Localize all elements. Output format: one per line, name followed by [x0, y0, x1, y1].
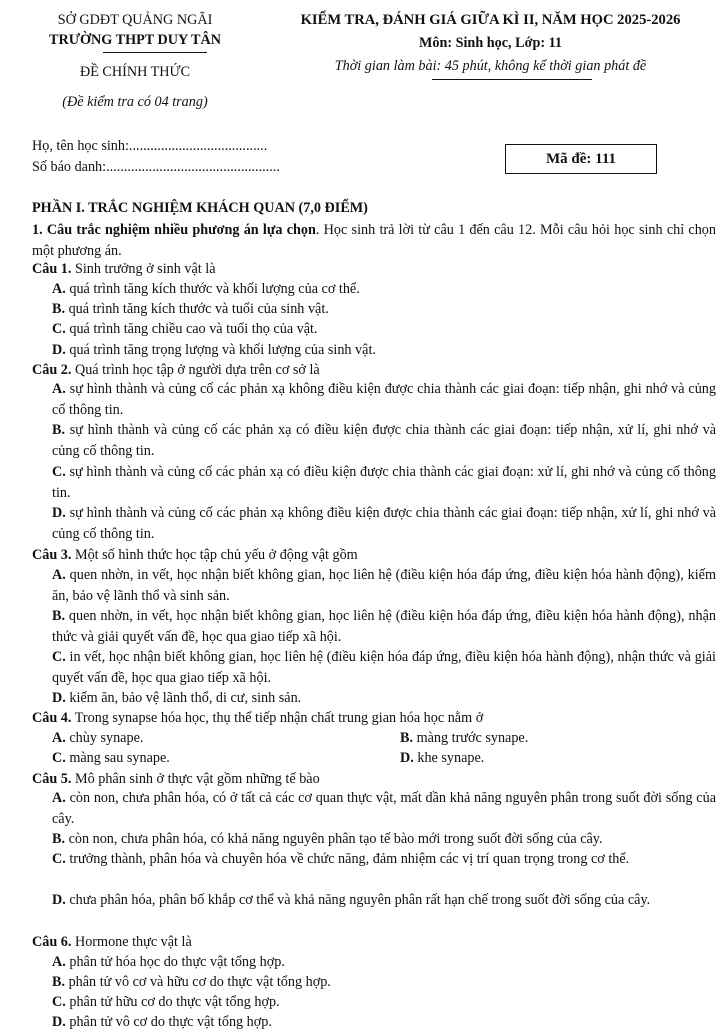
- option-3d[interactable]: D. kiếm ăn, bảo vệ lãnh thổ, di cư, sinh sản.: [52, 690, 302, 706]
- option-5a[interactable]: A. còn non, chưa phân hóa, có ở tất cả các cơ quan thực vật, mất dần khả năng nguyên phân trong suốt đời sống của cây.: [52, 790, 716, 827]
- official-label: ĐỀ CHÍNH THỨC: [79, 64, 191, 80]
- pages-note: (Đề kiểm tra có 04 trang): [62, 94, 208, 110]
- question-stem: Mô phân sinh ở thực vật gồm những tế bào: [71, 771, 320, 787]
- option-4b[interactable]: B. màng trước synape.: [400, 730, 529, 746]
- option-5c[interactable]: C. trưởng thành, phân hóa và chuyên hóa về chức năng, đảm nhiệm các vị trí quan trọng trong cơ thể.: [52, 851, 630, 867]
- question-number: Câu 2.: [32, 362, 72, 378]
- option-2a[interactable]: A. sự hình thành và củng cố các phản xạ không điều kiện được chia thành các giai đoạn: tiếp nhận, ghi nhớ và củng cố thông tin.: [52, 381, 716, 418]
- option-2b[interactable]: B. sự hình thành và củng cố các phản xạ có điều kiện được chia thành các giai đoạn: tiếp nhận, xử lí, ghi nhớ và củng cố thông tin.: [52, 422, 716, 459]
- student-id-field: Số báo danh:.................................................: [32, 159, 280, 175]
- question-stem: Một số hình thức học tập chủ yếu ở động vật gồm: [71, 547, 358, 563]
- option-5b[interactable]: B. còn non, chưa phân hóa, có khả năng nguyên phân tạo tế bào mới trong suốt đời sống của cây.: [52, 831, 603, 847]
- option-3a[interactable]: A. quen nhờn, in vết, học nhận biết không gian, học liên hệ (điều kiện hóa đáp ứng, điều kiện hóa hành động), kiếm ăn, bảo vệ lãnh thổ và sinh sản.: [52, 567, 716, 604]
- question-number: Câu 6.: [32, 934, 72, 950]
- question-5: [32, 769, 320, 789]
- student-name-field: Họ, tên học sinh:.......................................: [32, 138, 268, 154]
- exam-title: KIỂM TRA, ĐÁNH GIÁ GIỮA KÌ II, NĂM HỌC 2025-2026: [300, 12, 681, 28]
- question-stem: Trong synapse hóa học, thụ thể tiếp nhận chất trung gian hóa học nằm ở: [71, 710, 484, 726]
- time-underline: [432, 79, 592, 80]
- option-4d[interactable]: D. khe synape.: [400, 750, 485, 766]
- option-1d[interactable]: D. quá trình tăng trọng lượng và khối lượng của sinh vật.: [52, 342, 376, 358]
- option-1a[interactable]: A. quá trình tăng kích thước và khối lượng của cơ thể.: [52, 281, 360, 297]
- option-6c[interactable]: C. phân tử hữu cơ do thực vật tổng hợp.: [52, 994, 280, 1010]
- question-4: [32, 708, 483, 728]
- time-line: Thời gian làm bài: 45 phút, không kể thời gian phát đề: [334, 58, 647, 74]
- option-6b[interactable]: B. phân tử vô cơ và hữu cơ do thực vật tổng hợp.: [52, 974, 331, 990]
- question-stem: Quá trình học tập ở người dựa trên cơ sở là: [71, 362, 320, 378]
- option-1b[interactable]: B. quá trình tăng kích thước và tuổi của sinh vật.: [52, 301, 329, 317]
- option-4a[interactable]: A. chùy synape.: [52, 730, 144, 746]
- department-name: SỞ GDĐT QUẢNG NGÃI: [57, 12, 213, 28]
- question-3: [32, 545, 358, 565]
- section-title: PHẦN I. TRẮC NGHIỆM KHÁCH QUAN (7,0 ĐIỂM): [32, 200, 368, 216]
- section-instruction: [32, 220, 716, 261]
- question-6: [32, 932, 192, 952]
- option-3b[interactable]: B. quen nhờn, in vết, học nhận biết không gian, học liên hệ (điều kiện hóa đáp ứng, điều kiện hóa hành động), nhận thức và giải quyết vấn đề, học qua giao tiếp xã hội.: [52, 608, 716, 645]
- question-stem: Sinh trưởng ở sinh vật là: [71, 261, 216, 277]
- question-stem: Hormone thực vật là: [71, 934, 192, 950]
- question-number: Câu 1.: [32, 261, 72, 277]
- school-name: TRƯỜNG THPT DUY TÂN: [49, 32, 221, 48]
- option-6d[interactable]: D. phân tử vô cơ do thực vật tổng hợp.: [52, 1014, 272, 1030]
- question-number: Câu 3.: [32, 547, 72, 563]
- option-3c[interactable]: C. in vết, học nhận biết không gian, học liên hệ (điều kiện hóa đáp ứng, điều kiện hóa hành động), nhận thức và giải quyết vấn đề, học qua giao tiếp xã hội.: [52, 649, 716, 686]
- option-5d[interactable]: D. chưa phân hóa, phân bố khắp cơ thể và khả năng nguyên phân rất hạn chế trong suốt đời sống của cây.: [52, 892, 651, 908]
- exam-code-box: Mã đề: 111: [505, 144, 657, 174]
- question-number: Câu 4.: [32, 710, 72, 726]
- question-number: Câu 5.: [32, 771, 72, 787]
- question-2: [32, 360, 320, 380]
- instruction-bold: 1. Câu trắc nghiệm nhiều phương án lựa chọn: [32, 222, 316, 238]
- option-6a[interactable]: A. phân tử hóa học do thực vật tổng hợp.: [52, 954, 285, 970]
- option-1c[interactable]: C. quá trình tăng chiều cao và tuổi thọ của vật.: [52, 321, 318, 337]
- option-4c[interactable]: C. màng sau synape.: [52, 750, 170, 766]
- instruction-text: . Học sinh trả lời từ câu 1 đến câu 12. Mỗi câu hỏi học sinh chỉ chọn một phương án.: [32, 222, 716, 259]
- question-1: [32, 259, 216, 279]
- subject-line: Môn: Sinh học, Lớp: 11: [418, 35, 563, 51]
- school-underline: [103, 52, 207, 53]
- option-2c[interactable]: C. sự hình thành và củng cố các phản xạ có điều kiện được chia thành các giai đoạn: xử lí, ghi nhớ và củng cố thông tin.: [52, 464, 716, 501]
- option-2d[interactable]: D. sự hình thành và củng cố các phản xạ không điều kiện được chia thành các giai đoạn: tiếp nhận, xử lí, ghi nhớ và củng cố thông tin.: [52, 505, 716, 542]
